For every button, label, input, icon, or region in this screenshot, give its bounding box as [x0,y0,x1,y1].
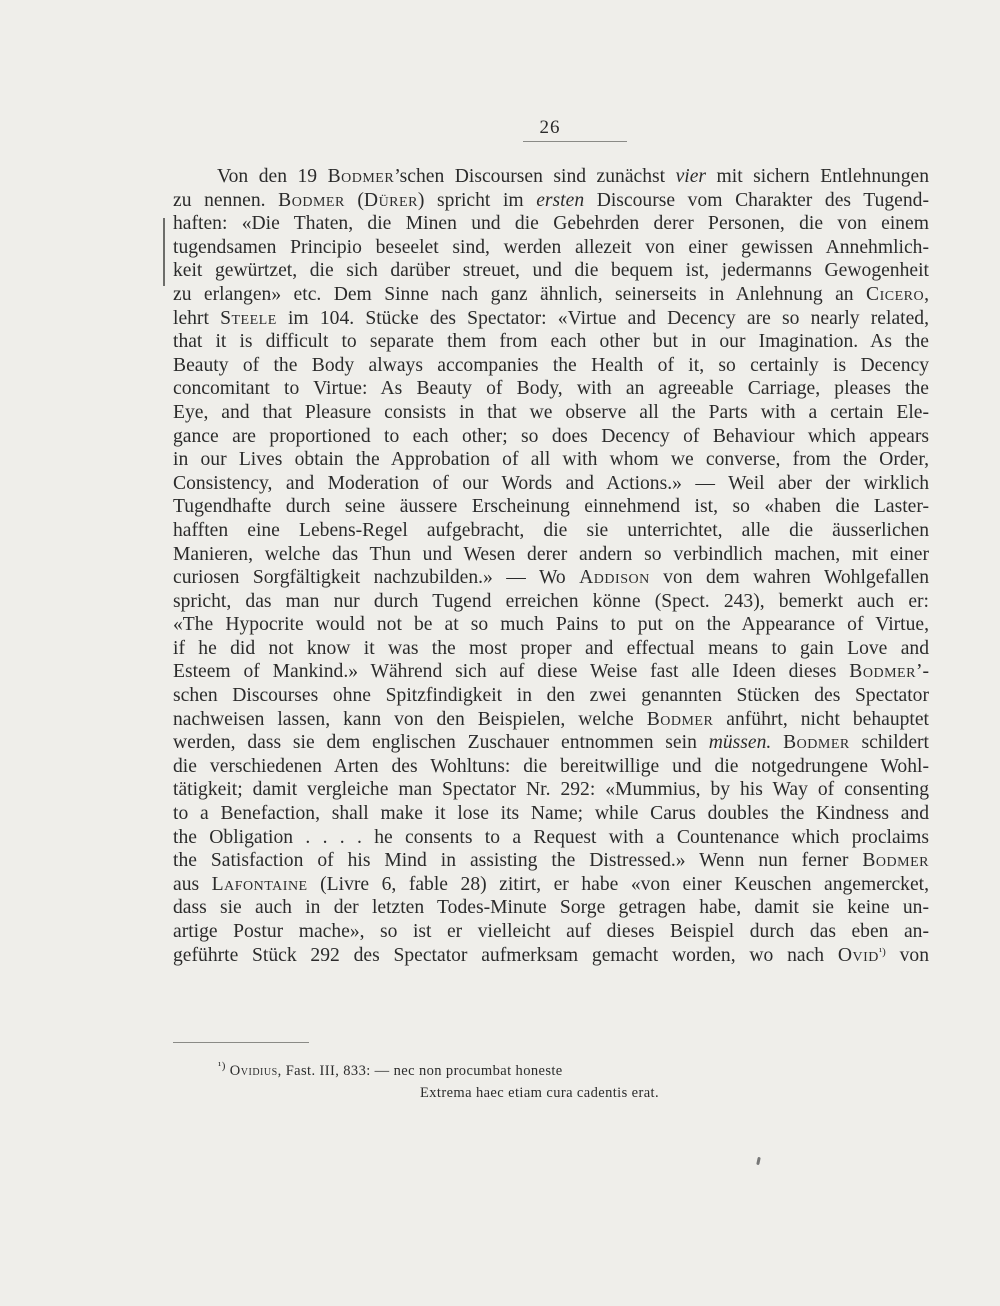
text-segment: Discourse vom Charakter des Tugend- [584,189,929,211]
text-segment: to a Benefaction, shall make it lose its Name; while Carus doubles the Kindness and [173,803,929,825]
footnote-line-1 [218,1060,738,1082]
text-line [173,826,929,850]
text-line [173,283,929,307]
text-line [173,708,929,732]
footnote-rule [173,1042,309,1043]
text-line [173,873,929,897]
text-segment: in our Lives obtain the Approbation of all with whom we converse, from the Order, [173,449,929,471]
footnote-citation: , Fast. III, 833: — nec non procumbat honeste [277,1063,563,1079]
text-line [173,354,929,378]
text-segment: Eye, and that Pleasure consists in that we observe all the Parts with a certain Ele- [173,401,929,423]
text-segment: concomitant to Virtue: As Beauty of Body, with an agreeable Carriage, pleases the [173,378,929,400]
text-segment: the Obligation . . . . he consents to a Request with a Countenance which proclaims [173,826,929,848]
text-segment: werden, dass sie dem englischen Zuschauer entnommen sein [173,732,709,754]
text-segment: schen Discourses ohne Spitzfindigkeit in den zwei genannten Stücken des Spectator [173,685,929,707]
emphasis-text: ersten [536,189,585,211]
name-smallcaps: Addison [579,567,650,589]
page-number: 26 [539,117,561,138]
text-line [173,920,929,944]
text-line [173,613,929,637]
text-segment: Esteem of Mankind.» Während sich auf diese Weise fast alle Ideen dieses [173,661,850,683]
text-segment: artige Postur mache», so ist er vielleicht auf dieses Beispiel durch das eben an- [173,921,929,942]
text-segment: Beauty of the Body always accompanies the Health of it, so certainly is Decency [173,354,929,376]
paper-speck [756,1157,761,1165]
text-line [173,755,929,779]
text-segment: (Livre 6, fable 28) zitirt, er habe «von einer Keuschen angemercket, [307,873,929,895]
text-segment: mit sichern Entlehnungen [706,166,930,187]
text-segment: Manieren, welche das Thun und Wesen derer andern so verbindlich machen, mit einer [173,543,929,565]
page-number-rule [523,141,627,142]
text-line [173,448,929,472]
text-segment: die verschiedenen Arten des Wohltuns: die bereitwillige und die notgedrungene Wohl- [173,755,929,777]
text-line [173,566,929,590]
text-line [173,543,929,567]
name-smallcaps: Bodmer [327,166,395,187]
text-segment: the Satisfaction of his Mind in assisting the Distressed.» Wenn nun ferner [173,850,863,872]
text-segment: spricht, das man nur durch Tugend erreichen könne (Spect. 243), bemerkt auch er: [173,590,929,612]
footnote-reference: ¹) [878,945,886,958]
text-line [173,944,929,968]
text-segment: , [924,283,929,305]
text-segment: tugendsamen Principio beseelet sind, werden allezeit von einer gewissen Annehmlich- [173,236,929,258]
footnote [218,1060,738,1104]
text-segment: von dem wahren Wohlgefallen [649,567,930,589]
text-line [173,849,929,873]
emphasis-text: müssen. [708,732,772,754]
text-line [173,519,929,543]
text-segment: ( [344,189,364,211]
text-segment: im 104. Stücke des Spectator: «Virtue and Decency are so nearly related, [276,307,929,329]
text-line [173,778,929,802]
text-segment: zu erlangen» etc. Dem Sinne nach ganz ähnlich, seinerseits in Anlehnung an [173,283,867,305]
text-segment [771,732,783,753]
text-segment: Consistency, and Moderation of our Words and Actions.» — Weil aber der wirklich [173,472,929,494]
text-segment: schildert [849,732,930,754]
text-line [173,236,929,260]
text-segment: zu nennen. [173,189,279,211]
text-line [173,401,929,425]
text-segment: ’- [915,661,929,683]
text-line [173,637,929,661]
emphasis-text: vier [675,166,707,187]
text-segment: Tugendhafte durch seine äussere Erscheinung einnehmend ist, so «haben die Laster- [173,496,929,518]
text-line [173,802,929,826]
text-line [173,731,929,755]
name-smallcaps: Cicero [866,283,925,305]
text-segment: nachweisen lassen, kann von den Beispielen, welche [173,708,647,730]
text-segment: haften: «Die Thaten, die Minen und die Gebehrden derer Personen, die von einem [173,213,929,235]
text-line [173,684,929,708]
text-line [173,330,929,354]
name-smallcaps: Bodmer [783,732,850,754]
text-line [173,472,929,496]
text-line [173,896,929,920]
name-smallcaps: Ovid [837,944,879,966]
text-segment: that it is difficult to separate them from each other but in our Imagination. As the [173,331,929,353]
text-line [173,495,929,519]
text-line [173,660,929,684]
text-line [173,425,929,449]
text-line [173,259,929,283]
name-smallcaps: Bodmer [646,708,714,730]
text-line [173,189,929,213]
text-segment: lehrt [173,307,221,329]
text-line [173,212,929,236]
text-segment: ’schen Discoursen sind zunächst [394,166,676,187]
text-segment: curiosen Sorgfältigkeit nachzubilden.» — Wo [173,567,580,589]
text-line [173,377,929,401]
body-text [173,165,929,967]
text-line [173,590,929,614]
text-segment: von [885,944,929,966]
text-segment: aus [173,873,212,895]
footnote-marker: ¹) [218,1060,226,1072]
text-segment: hafften eine Lebens-Regel aufgebracht, die sie unterrichtet, alle die äusserlichen [173,519,929,541]
text-segment: ) spricht im [417,189,537,211]
text-segment: dass sie auch in der letzten Todes-Minute Sorge getragen habe, damit sie keine un- [173,897,929,919]
text-segment: geführte Stück 292 des Spectator aufmerksam gemacht worden, wo nach [173,944,838,966]
text-line [173,307,929,331]
margin-mark [163,218,165,286]
text-segment: keit gewürtzet, die sich darüber streuet, und die bequem ist, jedermanns Gewogenheit [173,260,929,282]
name-smallcaps: Bodmer [862,850,929,872]
text-segment: if he did not know it was the most proper and effectual means to gain Love and [173,637,929,659]
footnote-line-2: Extrema haec etiam cura cadentis erat. [420,1085,660,1101]
text-segment: «The Hypocrite would not be at so much Pains to put on the Appearance of Virtue, [173,614,929,636]
text-segment: anführt, nicht behauptet [713,708,929,730]
name-smallcaps: Steele [220,307,277,329]
text-segment: tätigkeit; damit vergleiche man Spectator Nr. 292: «Mummius, by his Way of consenting [173,779,929,801]
text-segment: gance are proportioned to each other; so does Decency of Behaviour which appears [173,425,929,447]
text-segment: Von den 19 [217,166,328,187]
name-smallcaps: Dürer [363,189,418,211]
name-smallcaps: Bodmer [849,661,916,683]
text-line [173,165,929,189]
name-smallcaps: Lafontaine [211,873,308,895]
footnote-author: Ovidius [229,1063,278,1079]
name-smallcaps: Bodmer [278,189,345,211]
